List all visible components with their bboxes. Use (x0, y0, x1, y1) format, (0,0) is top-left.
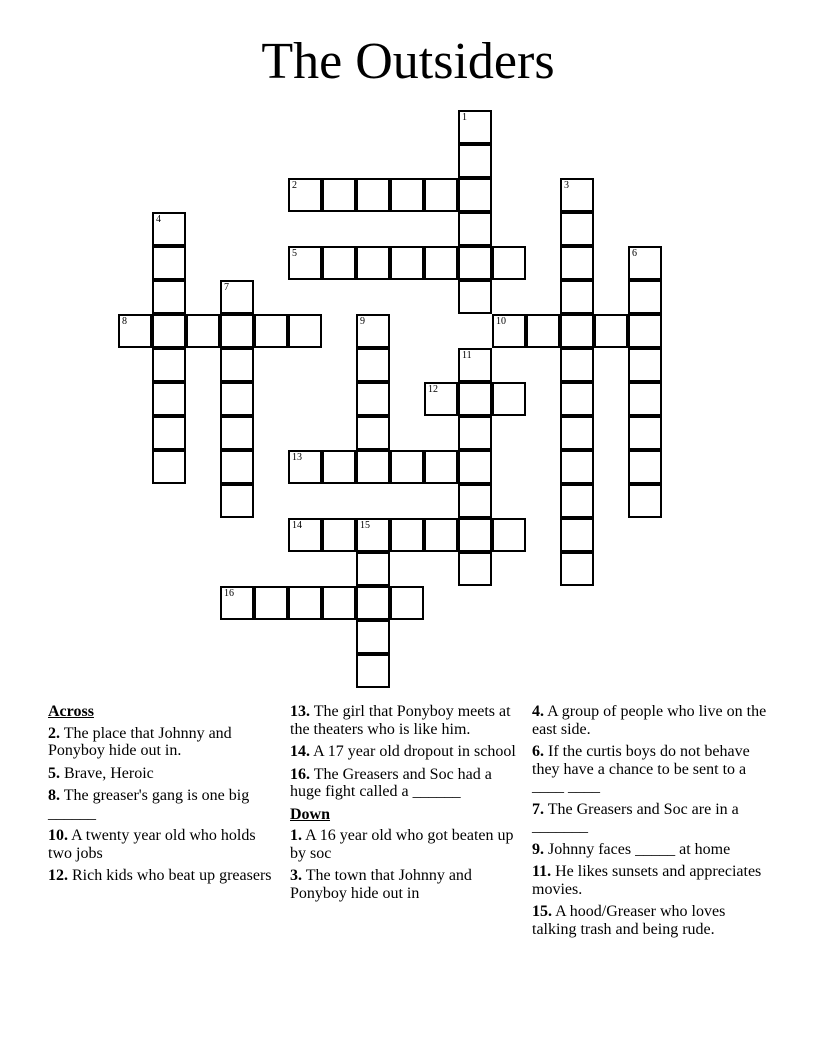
grid-cell[interactable] (288, 518, 322, 552)
clue-number: 4. (532, 703, 544, 720)
across-heading: Across (48, 703, 94, 720)
cell-number: 8 (122, 316, 127, 327)
clue-number: 10. (48, 827, 68, 844)
grid-cell[interactable] (628, 314, 662, 348)
clue-number: 6. (532, 743, 544, 760)
cell-number: 1 (462, 112, 467, 123)
grid-cell[interactable] (560, 314, 594, 348)
grid-cell[interactable] (560, 450, 594, 484)
grid-cell[interactable] (288, 314, 322, 348)
grid-cell[interactable] (322, 450, 356, 484)
clue-number: 16. (290, 765, 310, 783)
grid-cell[interactable] (458, 416, 492, 450)
down-clue (290, 827, 522, 862)
clue-text: A group of people who live on the east side. (532, 703, 767, 738)
grid-cell[interactable] (356, 620, 390, 654)
grid-cell[interactable] (560, 518, 594, 552)
clue-number: 8. (48, 787, 60, 804)
grid-cell[interactable] (560, 246, 594, 280)
clue-column-3 (532, 703, 772, 943)
grid-cell[interactable] (322, 178, 356, 212)
grid-cell[interactable] (288, 178, 322, 212)
grid-cell[interactable] (424, 246, 458, 280)
clue-number: 3. (290, 867, 302, 884)
grid-cell[interactable] (288, 586, 322, 620)
grid-cell[interactable] (628, 246, 662, 280)
across-clue (48, 787, 280, 822)
across-clue (290, 703, 522, 738)
grid-cell[interactable] (458, 348, 492, 382)
grid-cell[interactable] (356, 552, 390, 586)
grid-cell[interactable] (628, 416, 662, 450)
cell-number: 4 (156, 214, 161, 225)
grid-cell[interactable] (220, 416, 254, 450)
grid-cell[interactable] (118, 314, 152, 348)
down-clue (290, 867, 522, 902)
grid-cell[interactable] (628, 382, 662, 416)
grid-cell[interactable] (254, 314, 288, 348)
grid-cell[interactable] (356, 246, 390, 280)
grid-cell[interactable] (356, 314, 390, 348)
grid-cell[interactable] (152, 450, 186, 484)
cell-number: 10 (496, 316, 506, 327)
grid-cell[interactable] (186, 314, 220, 348)
clue-text: A 16 year old who got beaten up by soc (290, 827, 514, 862)
grid-cell[interactable] (152, 212, 186, 246)
grid-cell[interactable] (458, 280, 492, 314)
grid-cell[interactable] (560, 348, 594, 382)
grid-cell[interactable] (152, 280, 186, 314)
down-heading: Down (290, 805, 331, 823)
clue-column-2 (290, 703, 522, 907)
across-clue (48, 765, 280, 783)
grid-cell[interactable] (560, 484, 594, 518)
grid-cell[interactable] (390, 178, 424, 212)
clue-text: The girl that Ponyboy meets at the theaters who is like him. (290, 703, 511, 738)
grid-cell[interactable] (458, 484, 492, 518)
grid-cell[interactable] (526, 314, 560, 348)
down-clue (532, 863, 772, 898)
clue-number: 15. (532, 903, 552, 920)
clue-text: The place that Johnny and Ponyboy hide out in. (48, 724, 232, 759)
down-clue (532, 841, 772, 859)
grid-cell[interactable] (560, 382, 594, 416)
across-clue (290, 766, 522, 801)
grid-cell[interactable] (560, 212, 594, 246)
clue-number: 5. (48, 764, 60, 782)
grid-cell[interactable] (356, 348, 390, 382)
cell-number: 6 (632, 248, 637, 259)
clue-number: 1. (290, 827, 302, 844)
grid-cell[interactable] (628, 280, 662, 314)
clue-text: Rich kids who beat up greasers (72, 867, 272, 884)
grid-cell[interactable] (492, 314, 526, 348)
down-clue (532, 743, 772, 796)
clue-text: If the curtis boys do not behave they have a chance to be sent to a ____ ____ (532, 743, 750, 795)
grid-cell[interactable] (560, 552, 594, 586)
clue-number: 11. (532, 863, 552, 880)
grid-cell[interactable] (424, 178, 458, 212)
grid-cell[interactable] (390, 450, 424, 484)
cell-number: 2 (292, 180, 297, 191)
grid-cell[interactable] (220, 450, 254, 484)
grid-cell[interactable] (322, 518, 356, 552)
grid-cell[interactable] (390, 586, 424, 620)
grid-cell[interactable] (458, 246, 492, 280)
grid-cell[interactable] (322, 586, 356, 620)
cell-number: 7 (224, 282, 229, 293)
grid-cell[interactable] (458, 450, 492, 484)
grid-cell[interactable] (220, 314, 254, 348)
grid-cell[interactable] (322, 246, 356, 280)
grid-cell[interactable] (356, 178, 390, 212)
grid-cell[interactable] (288, 246, 322, 280)
grid-cell[interactable] (560, 178, 594, 212)
cell-number: 9 (360, 316, 365, 327)
across-clue (290, 743, 522, 761)
grid-cell[interactable] (458, 552, 492, 586)
clue-text: He likes sunsets and appreciates movies. (532, 863, 762, 898)
grid-cell[interactable] (254, 586, 288, 620)
grid-cell[interactable] (152, 416, 186, 450)
grid-cell[interactable] (458, 382, 492, 416)
clue-number: 14. (290, 743, 310, 760)
grid-cell[interactable] (628, 484, 662, 518)
cell-number: 11 (462, 350, 472, 361)
across-clue (48, 725, 280, 760)
cell-number: 12 (428, 384, 438, 395)
grid-cell[interactable] (424, 450, 458, 484)
clue-text: A hood/Greaser who loves talking trash and being rude. (532, 903, 726, 938)
grid-cell[interactable] (220, 382, 254, 416)
grid-cell[interactable] (356, 382, 390, 416)
down-clue (532, 801, 772, 836)
grid-cell[interactable] (628, 450, 662, 484)
grid-cell[interactable] (152, 314, 186, 348)
grid-cell[interactable] (356, 416, 390, 450)
grid-cell[interactable] (424, 382, 458, 416)
grid-cell[interactable] (152, 382, 186, 416)
grid-cell[interactable] (356, 586, 390, 620)
grid-cell[interactable] (458, 212, 492, 246)
clue-text: The greaser's gang is one big ______ (48, 787, 250, 822)
across-clue (48, 827, 280, 862)
grid-cell[interactable] (356, 654, 390, 688)
grid-cell[interactable] (492, 518, 526, 552)
down-clue (532, 703, 772, 738)
grid-cell[interactable] (594, 314, 628, 348)
grid-cell[interactable] (492, 382, 526, 416)
grid-cell[interactable] (152, 348, 186, 382)
cell-number: 16 (224, 588, 234, 599)
clue-number: 7. (532, 800, 544, 818)
clue-text: Brave, Heroic (64, 764, 154, 782)
clue-number: 12. (48, 867, 68, 884)
clue-number: 2. (48, 724, 60, 742)
cell-number: 5 (292, 248, 297, 259)
grid-cell[interactable] (288, 450, 322, 484)
grid-cell[interactable] (458, 110, 492, 144)
across-clue (48, 867, 280, 885)
clue-text: Johnny faces _____ at home (548, 840, 731, 858)
clue-text: A 17 year old dropout in school (313, 743, 516, 760)
grid-cell[interactable] (220, 280, 254, 314)
grid-cell[interactable] (152, 246, 186, 280)
grid-cell[interactable] (458, 178, 492, 212)
grid-cell[interactable] (560, 280, 594, 314)
clue-number: 9. (532, 840, 544, 858)
clue-text: The Greasers and Soc had a huge fight called a ______ (290, 765, 492, 800)
grid-cell[interactable] (220, 348, 254, 382)
grid-cell[interactable] (458, 144, 492, 178)
clue-text: The town that Johnny and Ponyboy hide out in (290, 867, 472, 902)
grid-cell[interactable] (458, 518, 492, 552)
grid-cell[interactable] (356, 450, 390, 484)
grid-cell[interactable] (390, 246, 424, 280)
grid-cell[interactable] (628, 348, 662, 382)
clue-text: A twenty year old who holds two jobs (48, 827, 256, 862)
puzzle-title: The Outsiders (261, 33, 555, 90)
clue-text: The Greasers and Soc are in a _______ (532, 800, 739, 835)
cell-number: 14 (292, 520, 302, 531)
grid-cell[interactable] (492, 246, 526, 280)
grid-cell[interactable] (390, 518, 424, 552)
grid-cell[interactable] (424, 518, 458, 552)
cell-number: 15 (360, 520, 370, 531)
grid-cell[interactable] (220, 586, 254, 620)
cell-number: 13 (292, 452, 302, 463)
grid-cell[interactable] (220, 484, 254, 518)
down-clue (532, 903, 772, 938)
clue-number: 13. (290, 703, 310, 720)
grid-cell[interactable] (560, 416, 594, 450)
clue-column-1 (48, 703, 280, 890)
grid-cell[interactable] (356, 518, 390, 552)
cell-number: 3 (564, 180, 569, 191)
